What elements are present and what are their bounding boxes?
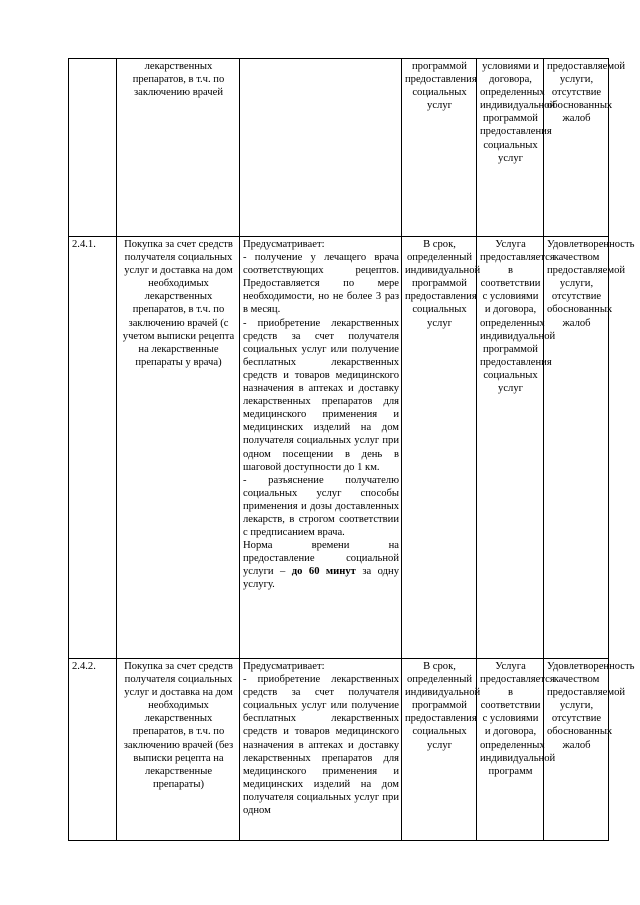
service-term: программой предоставления социальных услуг [402, 59, 477, 237]
service-indicators: предоставляемой услуги, отсутствие обоснованных жалоб [544, 59, 609, 237]
service-conditions: Услуга предоставляется в соответствии с условиями и договора, определенных индивидуальной программой предоставления социальных услуг [477, 237, 544, 659]
services-table [68, 58, 635, 841]
description-line: Предусматривает: [243, 239, 325, 250]
service-description [240, 659, 402, 841]
service-conditions: Услуга предоставляется в соответствии с условиями и договора, определенных индивидуальной программ [477, 659, 544, 841]
description-line: - приобретение лекарственных средств за счет получателя социальных услуг или получение бесплатных лекарственных средств и товаров медицинского назначения в аптеках и доставку лекарственных препаратов для медицинского применения и медицинских изделий на дом получателя социальных услуг при одном [243, 674, 399, 817]
service-indicators: Удовлетворенность качеством предоставляемой услуги, отсутствие обоснованных жалоб [544, 237, 609, 659]
service-indicators: Удовлетворенность качеством предоставляемой услуги, отсутствие обоснованных жалоб [544, 659, 609, 841]
service-name: Покупка за счет средств получателя социальных услуг и доставка на дом необходимых лекарственных препаратов, в т.ч. по заключению врачей (с учетом выписки рецепта на лекарственные препараты у врача) [117, 237, 240, 659]
service-name: лекарственных препаратов, в т.ч. по заключению врачей [117, 59, 240, 237]
time-norm-value: до 60 минут [291, 566, 356, 578]
time-norm [243, 539, 399, 591]
table-row-2-4-2 [69, 659, 609, 841]
row-number: 2.4.1. [69, 237, 117, 659]
time-norm-label: Норма времени на предоставление социальной услуги – [243, 540, 399, 578]
service-conditions: условиями и договора, определенных индивидуальной программой предоставления социальных услуг [477, 59, 544, 237]
service-term: В срок, определенный индивидуальной программой предоставления социальных услуг [402, 237, 477, 659]
description-line: Предусматривает: [243, 661, 325, 672]
description-line: - разъяснение получателю социальных услуг способы применения и дозы доставленных лекарств, в строгом соответствии с предписанием врача. [243, 474, 399, 539]
service-name: Покупка за счет средств получателя социальных услуг и доставка на дом необходимых лекарственных препаратов, в т.ч. по заключению врачей (без выписки рецепта на лекарственные препараты) [117, 659, 240, 841]
service-description [240, 237, 402, 659]
time-norm-tail: за одну услугу. [243, 566, 399, 591]
row-number: 2.4.2. [69, 659, 117, 841]
row-number [69, 59, 117, 237]
description-line: - приобретение лекарственных средств за счет получателя социальных услуг или получение бесплатных лекарственных средств и товаров медицинского назначения в аптеках и доставку лекарственных препаратов для медицинского применения и медицинских изделий на дом получателя социальных услуг при одном посещении в день в шаговой доступности до 1 км. [243, 317, 399, 473]
table-row-2-4-1 [69, 237, 609, 659]
service-term: В срок, определенный индивидуальной программой предоставления социальных услуг [402, 659, 477, 841]
table-row-continuation [69, 59, 609, 237]
description-line: - получение у лечащего врача соответствующих рецептов. Предоставляется по мере необходимости, но не более 3 раз в месяц. [243, 252, 399, 316]
service-description [240, 59, 402, 237]
